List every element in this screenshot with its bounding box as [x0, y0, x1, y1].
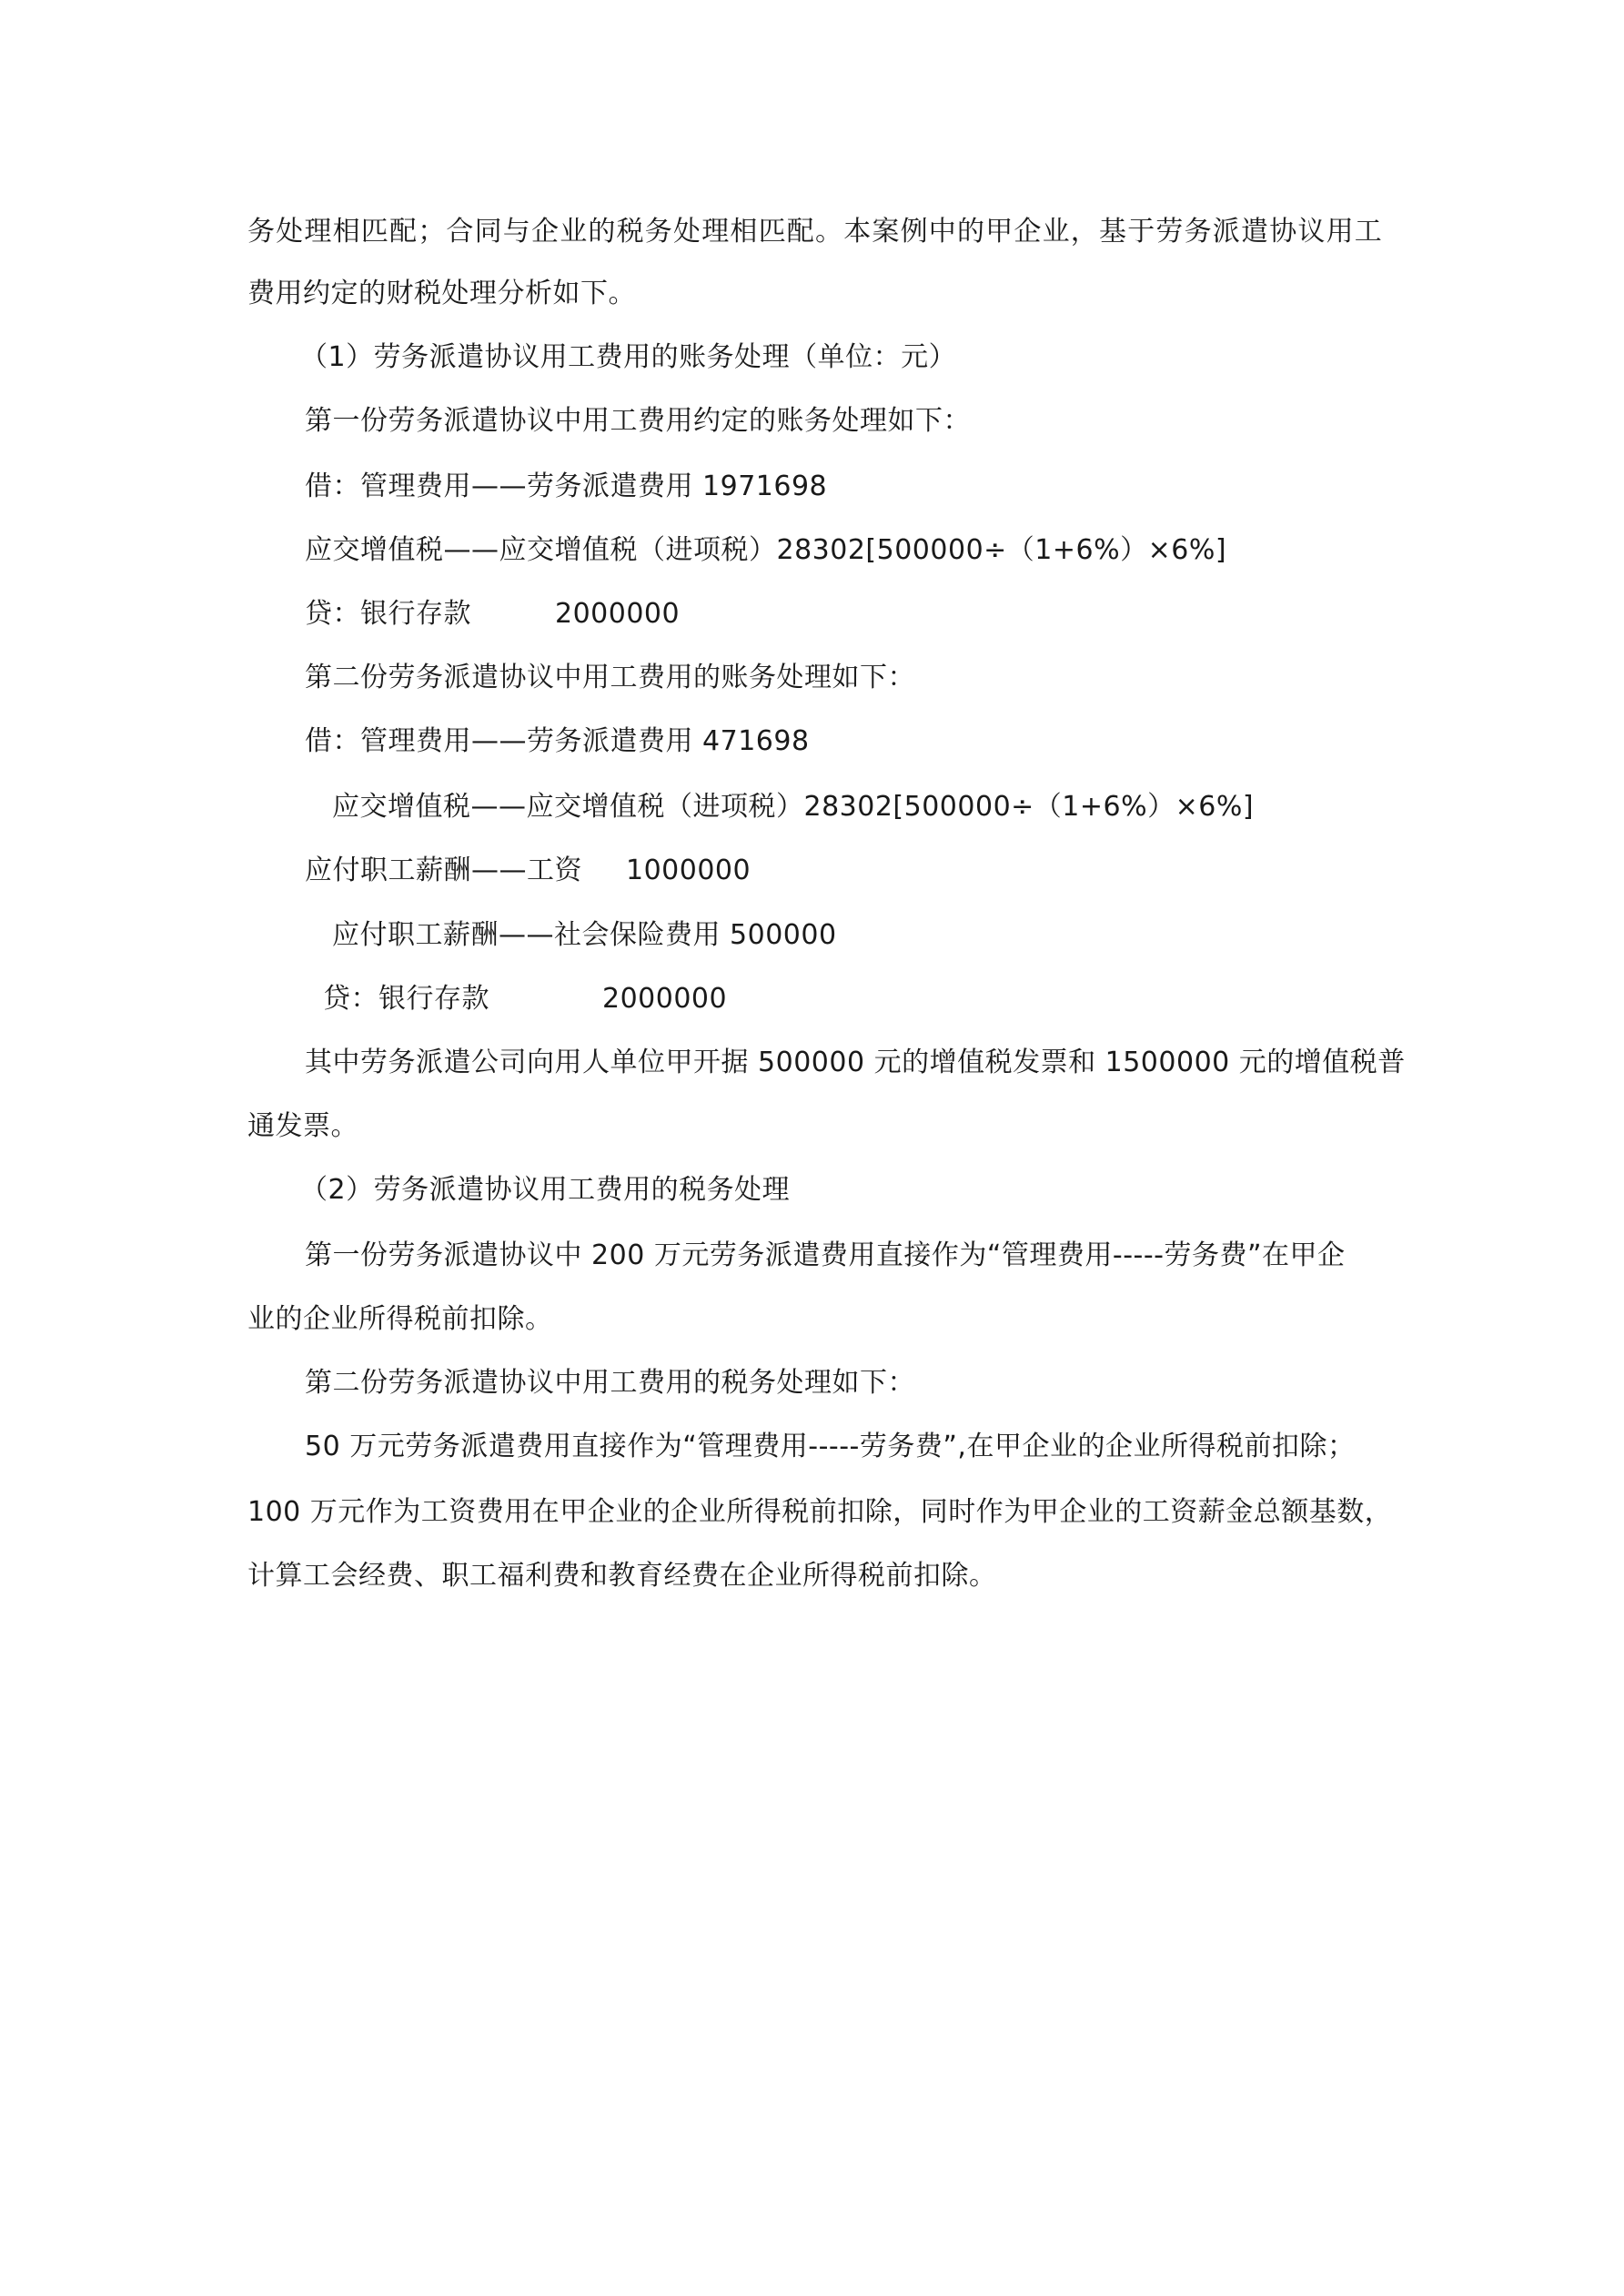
paragraph-line: 第二份劳务派遣协议中用工费用的账务处理如下：: [305, 662, 915, 693]
ledger-entry-amount: 2000000: [555, 598, 681, 630]
ledger-entry: 借：管理费用——劳务派遣费用 1971698: [305, 470, 828, 502]
paragraph-line: 其中劳务派遣公司向用人单位甲开据 500000 元的增值税发票和 1500000 元的增值税普: [305, 1047, 1406, 1078]
ledger-entry-label: 应付职工薪酬——工资: [305, 855, 582, 886]
ledger-entry: 借：管理费用——劳务派遣费用 471698: [305, 725, 810, 757]
ledger-entry-amount: 1000000: [626, 855, 751, 886]
section-heading: （1）劳务派遣协议用工费用的账务处理（单位：元）: [300, 341, 957, 373]
ledger-entry-label: 贷：银行存款: [305, 598, 471, 630]
ledger-entry: 应交增值税——应交增值税（进项税）28302[500000÷（1+6%）×6%]: [332, 791, 1255, 823]
ledger-entry: 应交增值税——应交增值税（进项税）28302[500000÷（1+6%）×6%]: [305, 534, 1227, 566]
section-heading: （2）劳务派遣协议用工费用的税务处理: [300, 1174, 791, 1206]
ledger-entry-amount: 2000000: [602, 983, 728, 1015]
ledger-entry: 应付职工薪酬——社会保险费用 500000: [332, 919, 837, 951]
paragraph-line: 50 万元劳务派遣费用直接作为“管理费用-----劳务费”,在甲企业的企业所得税前扣除；: [305, 1431, 1356, 1462]
paragraph-line: 100 万元作为工资费用在甲企业的企业所得税前扣除，同时作为甲企业的工资薪金总额基数，: [247, 1496, 1393, 1528]
paragraph-line: 第一份劳务派遣协议中用工费用约定的账务处理如下：: [305, 405, 971, 437]
paragraph-line: 费用约定的财税处理分析如下。: [247, 278, 636, 309]
paragraph-line: 计算工会经费、职工福利费和教育经费在企业所得税前扣除。: [247, 1560, 997, 1592]
paragraph-line: 第一份劳务派遣协议中 200 万元劳务派遣费用直接作为“管理费用-----劳务费”在甲企: [305, 1239, 1346, 1271]
paragraph-line: 务处理相匹配；合同与企业的税务处理相匹配。本案例中的甲企业，基于劳务派遣协议用工: [247, 216, 1383, 248]
paragraph-line: 第二份劳务派遣协议中用工费用的税务处理如下：: [305, 1367, 915, 1399]
paragraph-line: 业的企业所得税前扣除。: [247, 1303, 553, 1335]
paragraph-line: 通发票。: [247, 1110, 358, 1142]
ledger-entry-label: 贷：银行存款: [323, 983, 489, 1015]
